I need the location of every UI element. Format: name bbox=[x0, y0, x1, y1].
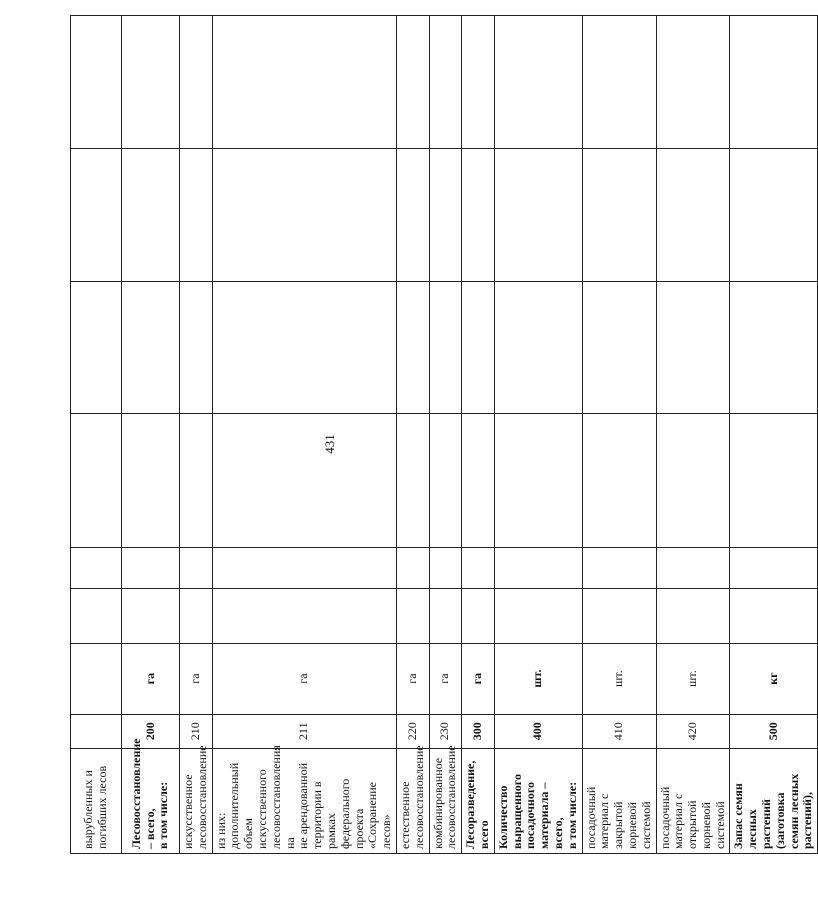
row-value-cell bbox=[656, 282, 730, 413]
row-value-cell bbox=[462, 282, 495, 413]
row-name-line: растений), bbox=[800, 792, 815, 849]
row-value-cell bbox=[462, 148, 495, 282]
row-value-cell bbox=[730, 547, 818, 588]
row-name-line: материал с закрытой bbox=[597, 793, 626, 849]
row-unit-cell: шт. bbox=[494, 643, 582, 714]
row-name-line: корневой системой bbox=[624, 801, 653, 849]
row-value-cell bbox=[462, 413, 495, 547]
row-unit-cell: га bbox=[396, 643, 429, 714]
row-value-cell bbox=[582, 16, 656, 149]
row-value-cell bbox=[396, 282, 429, 413]
table-row bbox=[462, 16, 495, 854]
row-name-line: территории в рамках bbox=[310, 781, 338, 849]
row-name-line: посадочный bbox=[657, 786, 672, 849]
row-value-cell bbox=[122, 588, 180, 643]
row-name-line: искусственное bbox=[181, 774, 195, 849]
row-value-cell bbox=[212, 16, 396, 149]
row-value-cell bbox=[212, 588, 396, 643]
row-name-cell bbox=[582, 748, 656, 853]
row-value-cell bbox=[429, 547, 462, 588]
row-code-cell: 211 bbox=[212, 714, 396, 748]
row-name-line: естественное bbox=[397, 781, 412, 849]
row-name-line: комбинированное bbox=[430, 757, 445, 849]
row-code-cell bbox=[71, 714, 122, 748]
row-name-line: лесовосстановления на bbox=[268, 745, 297, 849]
row-value-cell bbox=[582, 148, 656, 282]
row-unit-cell: кг bbox=[730, 643, 818, 714]
row-unit-cell: шт. bbox=[582, 643, 656, 714]
row-value-cell bbox=[71, 148, 122, 282]
row-value-cell bbox=[122, 148, 180, 282]
row-value-cell bbox=[462, 588, 495, 643]
row-value-cell bbox=[180, 547, 213, 588]
row-name-line: Лесовосстановление bbox=[128, 738, 143, 849]
row-value-cell bbox=[396, 16, 429, 149]
row-name-line: не арендованной bbox=[296, 762, 311, 849]
table-row bbox=[656, 16, 730, 854]
row-name-cell bbox=[396, 745, 429, 853]
row-value-cell bbox=[494, 16, 582, 149]
row-value-cell bbox=[396, 588, 429, 643]
row-value-cell bbox=[122, 413, 180, 547]
row-value-cell bbox=[71, 413, 122, 547]
row-name-line: вырубленных и bbox=[81, 770, 96, 849]
row-name-line: материала – всего, bbox=[537, 782, 565, 849]
row-name-line: материал с открытой bbox=[671, 793, 700, 849]
row-value-cell bbox=[494, 282, 582, 413]
report-table bbox=[70, 15, 818, 854]
row-value-cell bbox=[656, 16, 730, 149]
row-value-cell bbox=[429, 413, 462, 547]
row-name-line: федерального проекта bbox=[337, 778, 366, 849]
row-value-cell bbox=[656, 148, 730, 282]
row-name-line: объем искусственного bbox=[241, 769, 269, 849]
row-unit-cell: га bbox=[122, 643, 180, 714]
row-value-cell bbox=[582, 282, 656, 413]
row-code-cell: 210 bbox=[180, 714, 213, 748]
row-name-line: всего bbox=[476, 820, 491, 849]
row-code-cell: 400 bbox=[494, 714, 582, 748]
row-value-cell bbox=[462, 547, 495, 588]
row-name-line: лесовосстановление bbox=[444, 745, 459, 849]
row-value-cell bbox=[396, 413, 429, 547]
row-unit-cell bbox=[71, 643, 122, 714]
row-name-line: лесовосстановление bbox=[411, 745, 426, 849]
row-value-cell bbox=[730, 16, 818, 149]
row-value-cell bbox=[180, 16, 213, 149]
row-name-cell bbox=[429, 745, 462, 853]
row-value-cell bbox=[656, 547, 730, 588]
row-value-cell bbox=[730, 148, 818, 282]
row-name-line: корневой системой bbox=[698, 801, 727, 849]
row-value-cell bbox=[494, 547, 582, 588]
row-name-line: посадочный bbox=[583, 786, 598, 849]
row-code-cell: 500 bbox=[730, 714, 818, 748]
row-value-cell bbox=[656, 588, 730, 643]
row-name-line: – всего, bbox=[142, 808, 157, 849]
row-value-cell bbox=[494, 588, 582, 643]
table-row bbox=[730, 16, 818, 854]
row-name-cell bbox=[122, 738, 180, 853]
row-unit-cell: га bbox=[212, 643, 396, 714]
row-value-cell bbox=[494, 148, 582, 282]
row-value-cell bbox=[180, 282, 213, 413]
row-name-line: растений (заготовка bbox=[759, 792, 787, 849]
row-name-line: из них: bbox=[213, 812, 228, 849]
row-value-cell bbox=[71, 547, 122, 588]
row-value-cell bbox=[429, 588, 462, 643]
table-row bbox=[429, 16, 462, 854]
row-value-cell bbox=[429, 16, 462, 149]
table-row bbox=[71, 16, 122, 854]
row-value-cell bbox=[71, 588, 122, 643]
row-code-cell: 230 bbox=[429, 714, 462, 748]
row-value-cell bbox=[730, 282, 818, 413]
row-code-cell: 420 bbox=[656, 714, 730, 748]
row-name-line: посадочного bbox=[523, 782, 538, 849]
row-name-cell bbox=[730, 748, 818, 853]
row-value-cell bbox=[396, 148, 429, 282]
row-name-line: лесовосстановление bbox=[194, 745, 209, 849]
row-unit-cell: га bbox=[180, 643, 213, 714]
table-row bbox=[212, 16, 396, 854]
table-row bbox=[180, 16, 213, 854]
row-code-cell: 220 bbox=[396, 714, 429, 748]
row-name-line: Лесоразведение, bbox=[463, 760, 478, 849]
row-value-cell bbox=[730, 588, 818, 643]
table-row bbox=[582, 16, 656, 854]
row-name-cell bbox=[71, 748, 122, 853]
row-value-cell bbox=[212, 413, 396, 547]
row-value-cell bbox=[582, 588, 656, 643]
row-value-cell bbox=[180, 588, 213, 643]
row-value-cell bbox=[396, 547, 429, 588]
row-value-cell bbox=[122, 282, 180, 413]
row-name-cell bbox=[212, 745, 396, 853]
row-unit-cell: га bbox=[462, 643, 495, 714]
row-name-line: семян лесных bbox=[786, 773, 801, 849]
page-number: 431 bbox=[322, 434, 337, 454]
row-name-line: дополнительный bbox=[227, 762, 242, 849]
row-value-cell bbox=[730, 413, 818, 547]
row-value-cell bbox=[71, 16, 122, 149]
row-value-cell bbox=[462, 16, 495, 149]
row-value-cell bbox=[429, 148, 462, 282]
row-name-cell bbox=[180, 745, 213, 853]
row-value-cell bbox=[122, 16, 180, 149]
row-value-cell bbox=[429, 282, 462, 413]
row-value-cell bbox=[582, 547, 656, 588]
row-name-line: в том числе: bbox=[564, 781, 579, 849]
row-name-line: в том числе: bbox=[156, 781, 171, 849]
report-table-wrapper bbox=[70, 15, 815, 854]
row-name-line: выращенного bbox=[509, 774, 524, 849]
row-value-cell bbox=[212, 282, 396, 413]
row-code-cell: 200 bbox=[122, 714, 180, 748]
row-value-cell bbox=[180, 148, 213, 282]
row-unit-cell: га bbox=[429, 643, 462, 714]
row-code-cell: 410 bbox=[582, 714, 656, 748]
row-value-cell bbox=[212, 148, 396, 282]
table-row bbox=[494, 16, 582, 854]
row-value-cell bbox=[494, 413, 582, 547]
row-name-cell bbox=[462, 748, 495, 853]
row-name-line: Запас семян лесных bbox=[731, 783, 760, 849]
row-name-cell bbox=[656, 748, 730, 853]
table-row bbox=[122, 16, 180, 854]
row-name-cell bbox=[494, 748, 582, 853]
row-unit-cell: шт. bbox=[656, 643, 730, 714]
row-name-line: погибших лесов bbox=[95, 765, 109, 849]
row-name-line: «Сохранение лесов» bbox=[365, 782, 394, 849]
row-value-cell bbox=[122, 547, 180, 588]
row-value-cell bbox=[71, 282, 122, 413]
row-code-cell: 300 bbox=[462, 714, 495, 748]
table-row bbox=[396, 16, 429, 854]
row-value-cell bbox=[180, 413, 213, 547]
row-value-cell bbox=[582, 413, 656, 547]
row-name-line: Количество bbox=[495, 785, 510, 849]
row-value-cell bbox=[656, 413, 730, 547]
row-value-cell bbox=[212, 547, 396, 588]
